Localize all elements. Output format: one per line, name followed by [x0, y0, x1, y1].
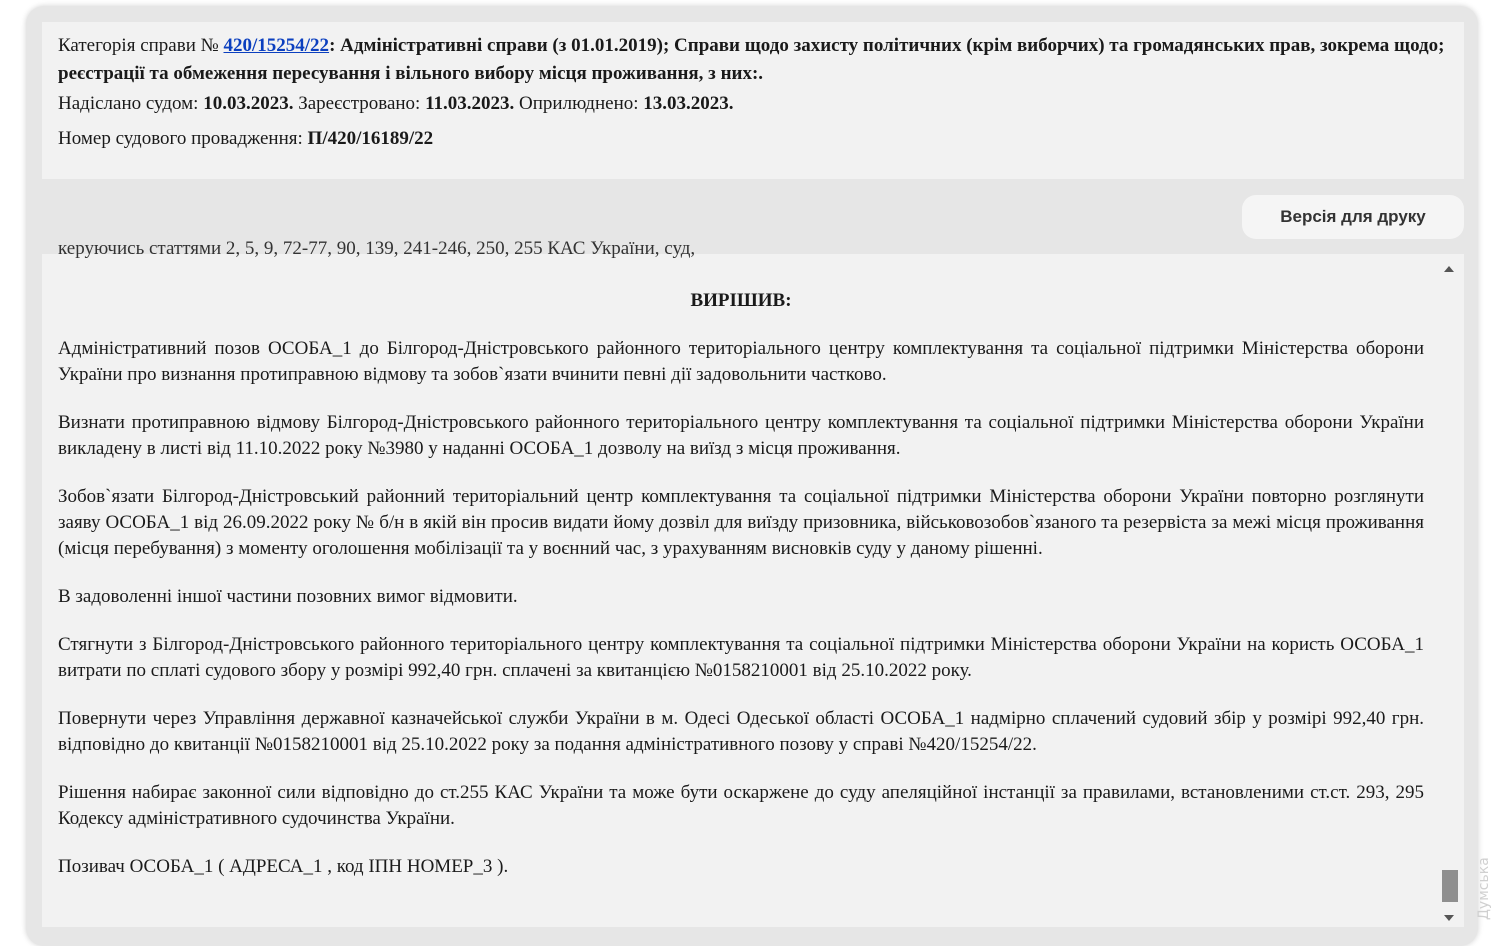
watermark: Думська	[1476, 857, 1492, 920]
document-viewer[interactable]	[42, 238, 1464, 927]
registered-label: Зареєстровано:	[293, 93, 426, 114]
clipped-text-line: керуючись статтями 2, 5, 9, 72-77, 90, 139, 241-246, 250, 255 КАС України, суд,	[58, 238, 696, 259]
document-text	[58, 238, 1424, 902]
case-number-link[interactable]: 420/15254/22	[223, 35, 330, 56]
scroll-thumb[interactable]	[1442, 870, 1458, 902]
decision-paragraph: Визнати протиправною відмову Білгород-Дністровського районного територіального центру комплектування та соціальної підтримки Міністерства оборони України викладену в листі від 11.10.2022 року №3980 у наданні ОСОБА_1 дозволу на виїзд з місця проживання.	[58, 412, 1424, 459]
published-date: 13.03.2023.	[643, 93, 734, 114]
case-dates	[58, 90, 1448, 118]
registered-date: 11.03.2023.	[425, 93, 515, 114]
case-info-panel	[42, 22, 1464, 179]
decision-paragraph: В задоволенні іншої частини позовних вимог відмовити.	[58, 586, 518, 607]
decision-paragraph: Адміністративний позов ОСОБА_1 до Білгород-Дністровського районного територіального центру комплектування та соціальної підтримки Міністерства оборони України про визнання протиправною відмову та зобов`язати вчинити певні дії задовольнити частково.	[58, 338, 1424, 385]
decision-paragraph: Зобов`язати Білгород-Дністровський районний територіальний центр комплектування та соціальної підтримки Міністерства оборони України повторно розглянути заяву ОСОБА_1 від 26.09.2022 року № б/н в якій він просив видати йому дозвіл для виїзду призовника, військовозобов`язаного та резервіста за межі місця проживання (місця перебування) з моменту оголошення мобілізації та у воєнний час, з урахуванням висновків суду у даному рішенні.	[58, 486, 1424, 559]
proceeding-number-row	[58, 125, 1448, 153]
proceeding-number: П/420/16189/22	[307, 128, 434, 149]
scroll-up-arrow-icon[interactable]	[1444, 266, 1454, 272]
sent-date: 10.03.2023.	[203, 93, 294, 114]
category-label: Категорія справи №	[58, 35, 224, 56]
decision-paragraph: Стягнути з Білгород-Дністровського районного територіального центру комплектування та соціальної підтримки Міністерства оборони України на користь ОСОБА_1 витрати по сплаті судового збору у розмірі 992,40 грн. сплачені за квитанцією №0158210001 від 25.10.2022 року.	[58, 634, 1424, 681]
document-scrollbar[interactable]	[1440, 258, 1460, 927]
decision-paragraph: Повернути через Управління державної казначейської служби України в м. Одесі Одеської області ОСОБА_1 надмірно сплачений судовий збір у розмірі 992,40 грн. відповідно до квитанції №0158210001 від 25.10.2022 року за подання адміністративного позову у справі №420/15254/22.	[58, 708, 1424, 755]
proceeding-label: Номер судового провадження:	[58, 128, 308, 149]
print-version-button[interactable]: Версія для друку	[1242, 195, 1464, 239]
category-text: : Адміністративні справи (з 01.01.2019); Справи щодо захисту політичних (крім виборчих) та громадянських прав, зокрема щодо; реєстрації та обмеження пересування і вільного вибору місця проживання, з них:.	[58, 35, 1445, 84]
case-category	[58, 32, 1448, 88]
decision-paragraph: Позивач ОСОБА_1 ( АДРЕСА_1 , код ІПН НОМЕР_3 ).	[58, 856, 509, 877]
decision-heading: ВИРІШИВ:	[690, 290, 792, 311]
published-label: Оприлюднено:	[514, 93, 644, 114]
decision-paragraph: Рішення набирає законної сили відповідно до ст.255 КАС України та може бути оскаржене до суду апеляційної інстанції за правилами, встановленими ст.ст. 293, 295 Кодексу адміністративного судочинства України.	[58, 782, 1424, 829]
sent-label: Надіслано судом:	[58, 93, 204, 114]
scroll-down-arrow-icon[interactable]	[1444, 915, 1454, 921]
